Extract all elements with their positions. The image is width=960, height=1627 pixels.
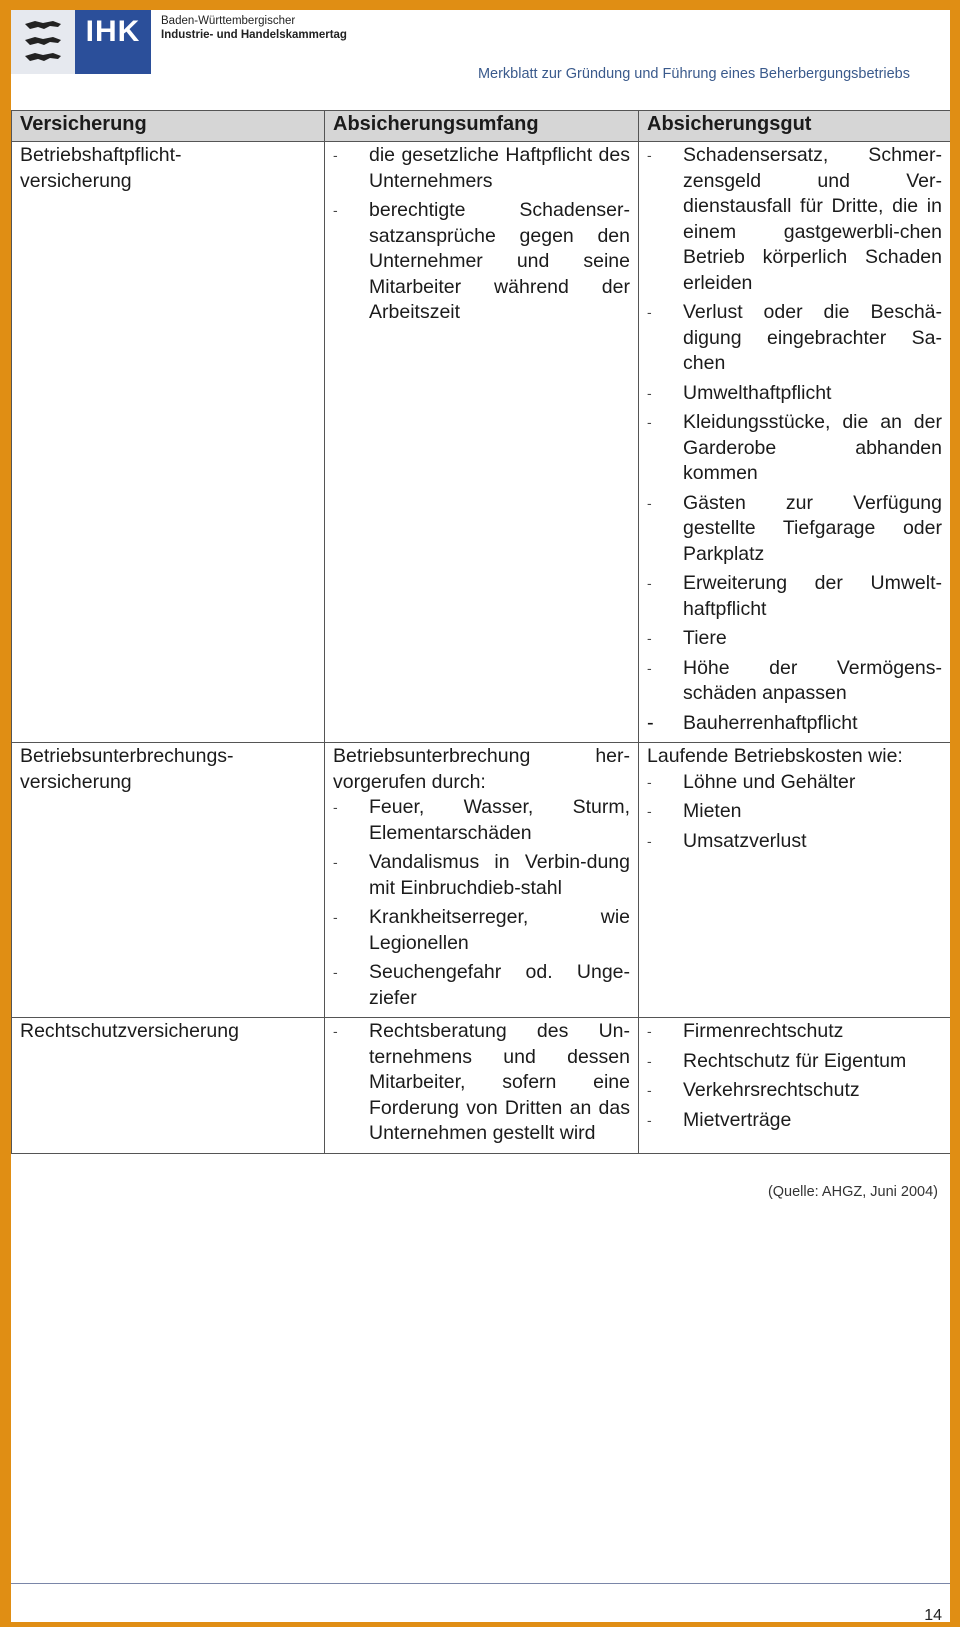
- list-item: - Umwelthaftpflicht: [647, 381, 942, 407]
- insurance-table: [11, 110, 950, 1154]
- dash-list: [333, 143, 630, 326]
- list-item: - Firmenrechtschutz: [647, 1019, 942, 1045]
- dash-list: [647, 770, 942, 855]
- coat-of-arms-icon: [19, 16, 71, 68]
- column-header-absicherungsgut: Absicherungsgut: [639, 111, 951, 142]
- ihk-logo: [11, 10, 151, 74]
- list-item: - Bauherrenhaftpflicht: [647, 711, 942, 737]
- dash-list: [333, 795, 630, 1011]
- list-item: - die gesetzliche Haftpflicht des Unternehmers: [333, 143, 630, 194]
- list-item: - Umsatzverlust: [647, 829, 942, 855]
- dash-list: [333, 1019, 630, 1147]
- column-header-absicherungsumfang: Absicherungsumfang: [325, 111, 639, 142]
- cell-absicherungsumfang: [325, 743, 639, 1018]
- list-item: - Höhe der Vermögens-schäden anpassen: [647, 656, 942, 707]
- list-item: - Rechtschutz für Eigentum: [647, 1049, 942, 1075]
- page-number: 14: [924, 1607, 942, 1622]
- cell-absicherungsumfang: [325, 1018, 639, 1154]
- list-item: - Rechtsberatung des Un-ternehmens und dessen Mitarbeiter, sofern eine Forderung von Dritten an das Unternehmen gestellt wird: [333, 1019, 630, 1147]
- table-header-row: [12, 111, 951, 142]
- column-header-versicherung: Versicherung: [12, 111, 325, 142]
- list-item: - Schadensersatz, Schmer-zensgeld und Ver-dienstausfall für Dritte, die in einem gastgewerbli-chen Betrieb körperlich Schaden erleiden: [647, 143, 942, 296]
- source-note: (Quelle: AHGZ, Juni 2004): [767, 1184, 938, 1200]
- cell-versicherung: Rechtschutzversicherung: [12, 1018, 325, 1154]
- list-item: - Verkehrsrechtschutz: [647, 1078, 942, 1104]
- list-item: - Tiere: [647, 626, 942, 652]
- table-body: [12, 142, 951, 1154]
- list-item: - Erweiterung der Umwelt-haftpflicht: [647, 571, 942, 622]
- cell-absicherungsgut: [639, 1018, 951, 1154]
- cell-versicherung: Betriebshaftpflicht- versicherung: [12, 142, 325, 743]
- document-page: [11, 10, 950, 1622]
- organization-name-line2: Industrie- und Handelskammertag: [161, 29, 347, 41]
- organization-name: [161, 14, 347, 42]
- dash-list: [647, 143, 942, 736]
- dash-list: [647, 1019, 942, 1133]
- cell-intro-text: Betriebsunterbrechung her-vorgerufen durch:: [333, 745, 630, 793]
- list-item: - Mietverträge: [647, 1108, 942, 1134]
- table-row: [12, 1018, 951, 1154]
- table-row: [12, 142, 951, 743]
- list-item: - Seuchengefahr od. Unge-ziefer: [333, 960, 630, 1011]
- document-title: Merkblatt zur Gründung und Führung eines Beherbergungsbetriebs: [477, 66, 910, 82]
- cell-intro-text: Laufende Betriebskosten wie:: [647, 745, 903, 767]
- list-item: - Kleidungsstücke, die an der Garderobe abhanden kommen: [647, 410, 942, 487]
- ihk-logo-text: IHK: [75, 10, 151, 74]
- list-item: - Löhne und Gehälter: [647, 770, 942, 796]
- list-item: - Feuer, Wasser, Sturm, Elementarschäden: [333, 795, 630, 846]
- cell-absicherungsgut: [639, 142, 951, 743]
- list-item: - Gästen zur Verfügung gestellte Tiefgarage oder Parkplatz: [647, 491, 942, 568]
- list-item: - Verlust oder die Beschä-digung eingebrachter Sa-chen: [647, 300, 942, 377]
- cell-absicherungsgut: [639, 743, 951, 1018]
- list-item: - Mieten: [647, 799, 942, 825]
- list-item: - Krankheitserreger, wie Legionellen: [333, 905, 630, 956]
- list-item: - Vandalismus in Verbin-dung mit Einbruchdieb-stahl: [333, 850, 630, 901]
- footer-divider: [11, 1583, 950, 1584]
- organization-name-line1: Baden-Württembergischer: [161, 15, 296, 27]
- table-row: [12, 743, 951, 1018]
- cell-versicherung: Betriebsunterbrechungs- versicherung: [12, 743, 325, 1018]
- cell-absicherungsumfang: [325, 142, 639, 743]
- list-item: - berechtigte Schadenser-satzansprüche gegen den Unternehmer und seine Mitarbeiter während der Arbeitszeit: [333, 198, 630, 326]
